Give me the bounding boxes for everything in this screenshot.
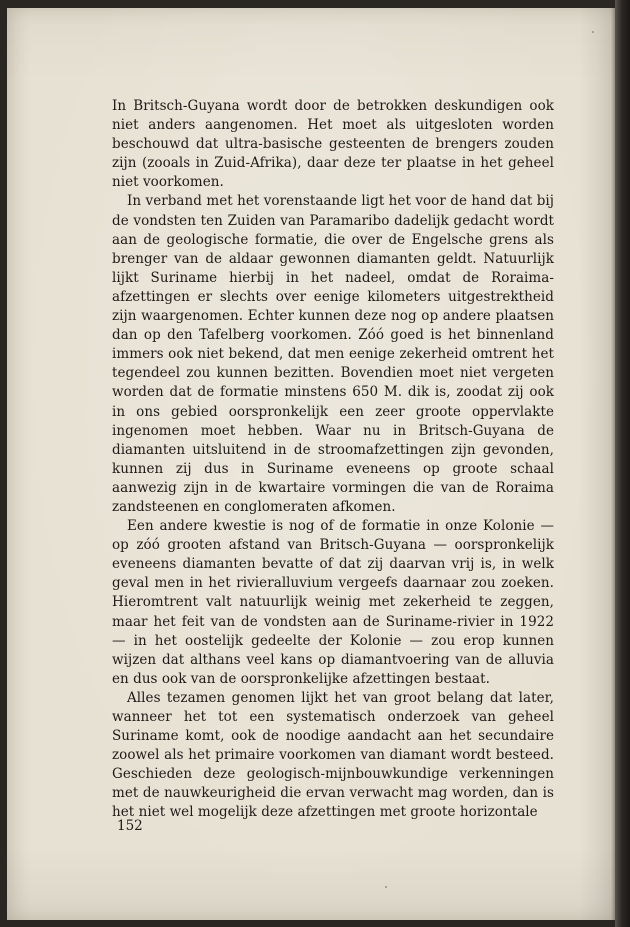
paper-speck <box>385 886 387 888</box>
book-spine <box>615 0 630 927</box>
paragraph-2: In verband met het vorenstaande ligt het voor de hand dat bij de vondsten ten Zuiden van Paramaribo dadelijk gedacht wordt aan de geologische formatie, die over de Engelsche grens als brenger van de aldaar gewonnen diamanten geldt. Natuurlijk lijkt Suriname hierbij in het nadeel, omdat de Roraima-afzettingen er slechts over eenige kilometers uitgestrektheid zijn waargenomen. Echter kunnen deze nog op andere plaatsen dan op den Tafelberg voorkomen. Zóó goed is het binnenland immers ook niet bekend, dat men eenige zekerheid omtrent het tegendeel zou kunnen bezitten. Bovendien moet niet vergeten worden dat de formatie minstens 650 M. dik is, zoodat zij ook in ons gebied oorspronkelijk een zeer groote oppervlakte ingenomen moet hebben. Waar nu in Britsch-Guyana de diamanten uitsluitend in de stroomafzettingen zijn gevonden, kunnen zij dus in Suriname eveneens op groote schaal aanwezig zijn in de kwartaire vormingen die van de Roraima zandsteenen en conglomeraten afkomen. <box>112 193 554 515</box>
paragraph-1: In Britsch-Guyana wordt door de betrokken deskundigen ook niet anders aangenomen. Het moet als uitgesloten worden beschouwd dat ultra-basische gesteenten de brengers zouden zijn (zooals in Zuid-Afrika), daar deze ter plaatse in het geheel niet voorkomen. <box>112 98 554 191</box>
body-text <box>112 97 554 823</box>
paragraph-4: Alles tezamen genomen lijkt het van groot belang dat later, wanneer het tot een systematisch onderzoek van geheel Suriname komt, ook de noodige aandacht aan het secundaire zoowel als het primaire voorkomen van diamant wordt besteed. Geschieden deze geologisch-mijnbouwkundige verkenningen met de nauwkeurigheid die ervan verwacht mag worden, dan is het niet wel mogelijk deze afzettingen met groote horizontale <box>112 689 554 821</box>
paper-speck <box>592 31 594 33</box>
page-number: 152 <box>117 818 143 834</box>
paragraph-3: Een andere kwestie is nog of de formatie in onze Kolonie — op zóó grooten afstand van Britsch-Guyana — oorspronkelijk eveneens diamanten bevatte of dat zij daarvan vrij is, in welk geval men in het rivieralluvium vergeefs daarnaar zou zoeken. Hieromtrent valt natuurlijk weinig met zekerheid te zeggen, maar het feit van de vondsten aan de Suriname-rivier in 1922 — in het oostelijk gedeelte der Kolonie — zou erop kunnen wijzen dat althans veel kans op diamantvoering van de alluvia en dus ook van de oorspronkelijke afzettingen bestaat. <box>112 518 554 687</box>
paper-sheet <box>7 8 615 920</box>
